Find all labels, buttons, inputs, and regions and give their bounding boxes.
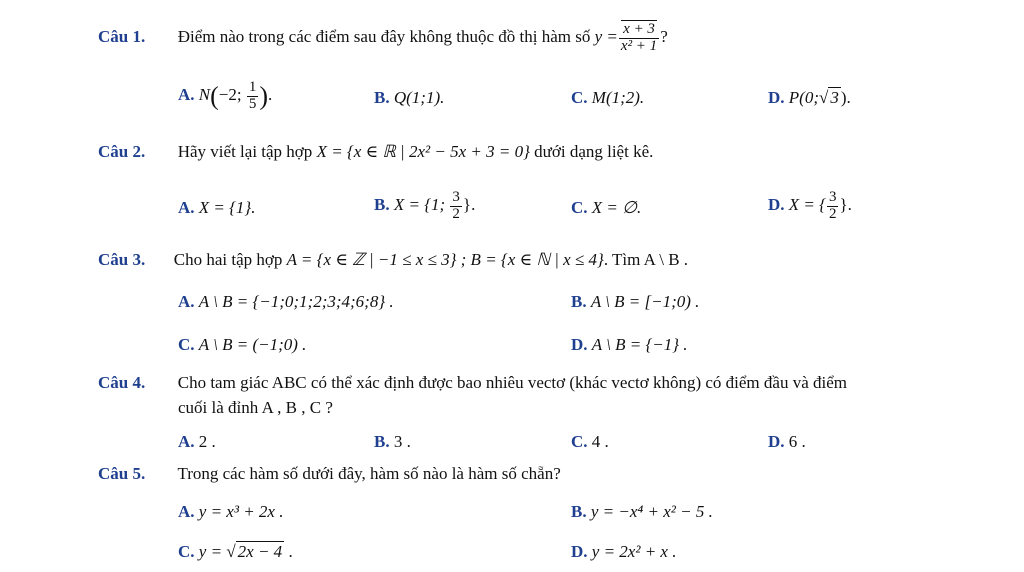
option-text: 3 . [393,432,411,451]
option-text: 2 . [198,432,216,451]
question-set: X = {x ∈ ℝ | 2x² − 5x + 3 = 0} [316,142,530,161]
question-text-2: cuối là đỉnh A , B , C ? [178,398,333,417]
question-end: ? [660,27,668,47]
question-text: Cho tam giác ABC có thể xác định được bao nhiêu vectơ (khác vectơ không) có điểm đầu và điểm [177,373,847,392]
option-2c[interactable] [571,198,641,218]
option-point: N [198,85,211,105]
question-4-continuation [178,398,333,418]
option-1b[interactable] [374,88,444,108]
option-text: A \ B = (−1;0) . [198,335,307,354]
option-5c[interactable]: C. y = √ 2x − 4 . [178,542,293,561]
question-2 [98,142,653,162]
question-text: Hãy viết lại tập hợp [177,142,313,161]
function-numerator: x + 3 [623,21,655,37]
option-3b[interactable] [571,292,699,312]
question-text: Cho hai tập hợp [173,250,283,269]
option-1d[interactable]: D. P(0;√ 3 ). [768,88,851,107]
option-4b[interactable] [374,432,411,452]
option-3c[interactable] [178,335,306,355]
option-text: y = −x⁴ + x² − 5 . [590,502,713,521]
option-text: 6 . [788,432,806,451]
option-end: }. [462,195,476,215]
question-number: Câu 4. [98,373,146,392]
option-text: X = {1}. [198,198,256,217]
option-label: C. [178,542,195,561]
question-set: A = {x ∈ ℤ | −1 ≤ x ≤ 3} ; B = {x ∈ ℕ | x ≤ 4} [286,250,604,269]
option-4c[interactable] [571,432,609,452]
option-label: B. [374,432,390,451]
option-label: B. [571,292,587,311]
option-text: A \ B = {−1;0;1;2;3;4;6;8} . [198,292,394,311]
question-number: Câu 2. [98,142,146,161]
option-label: C. [571,198,588,217]
option-text: y = x³ + 2x . [198,502,284,521]
option-text: M(1;2). [591,88,645,107]
question-3 [98,250,688,270]
option-denominator: 2 [828,205,837,222]
option-text: X = ∅. [591,198,642,217]
option-numerator: 3 [828,189,837,205]
option-1c[interactable] [571,88,644,108]
option-text: Q(1;1). [393,88,445,107]
option-label: B. [374,195,390,215]
option-label: B. [374,88,390,107]
question-number: Câu 1. [98,27,146,47]
option-3d[interactable] [571,335,688,355]
option-root: 3 [830,88,839,107]
option-denominator: 5 [248,95,257,112]
option-root: 2x − 4 [237,542,283,561]
option-text: A \ B = [−1;0) . [590,292,700,311]
function-denominator: x² + 1 [620,37,658,54]
option-4d[interactable] [768,432,806,452]
option-text: 4 . [591,432,609,451]
function-fraction [619,22,659,55]
option-label: C. [178,335,195,354]
option-label: A. [178,502,195,521]
option-label: D. [768,195,785,215]
function-lhs: y = [594,27,618,47]
option-text: X = {1; [393,195,450,215]
option-text: X = { [788,195,826,215]
option-5a[interactable] [178,502,283,522]
option-label: B. [571,502,587,521]
question-text: Trong các hàm số dưới đây, hàm số nào là hàm số chẵn? [177,464,561,483]
option-label: D. [768,88,785,107]
option-end: ). [840,88,851,107]
option-2d[interactable] [768,190,852,223]
option-3a[interactable] [178,292,394,312]
option-label: C. [571,432,588,451]
question-4 [98,373,847,393]
option-label: D. [571,335,588,354]
option-end: }. [839,195,852,215]
option-5d[interactable] [571,542,676,562]
option-2b[interactable] [374,190,475,223]
option-label: D. [768,432,785,451]
option-text: P(0; [788,88,819,107]
question-1 [98,22,668,55]
option-label: A. [178,292,195,311]
option-label: C. [571,88,588,107]
option-denominator: 2 [452,205,460,222]
option-label: A. [178,198,195,217]
option-2a[interactable] [178,198,255,218]
question-tail: . Tìm A \ B . [603,250,689,269]
option-end: . [268,85,273,105]
option-text: y = 2x² + x . [591,542,677,561]
option-label: A. [178,432,195,451]
option-text: y = [198,542,227,561]
option-text: A \ B = {−1} . [591,335,688,354]
question-tail: dưới dạng liệt kê. [534,142,654,161]
option-end: . [284,542,293,561]
question-text: Điểm nào trong các điểm sau đây không thuộc đồ thị hàm số [177,27,591,47]
option-4a[interactable] [178,432,216,452]
question-5 [98,464,561,484]
option-coord: −2; [218,85,246,105]
option-label: D. [571,542,588,561]
option-numerator: 1 [248,79,257,95]
option-5b[interactable] [571,502,713,522]
question-number: Câu 5. [98,464,146,483]
question-number: Câu 3. [98,250,146,269]
option-1a[interactable]: A. N(−2; $\frac{1}{5}$ ). [178,79,273,112]
option-label: A. [178,85,195,105]
option-numerator: 3 [452,189,460,205]
